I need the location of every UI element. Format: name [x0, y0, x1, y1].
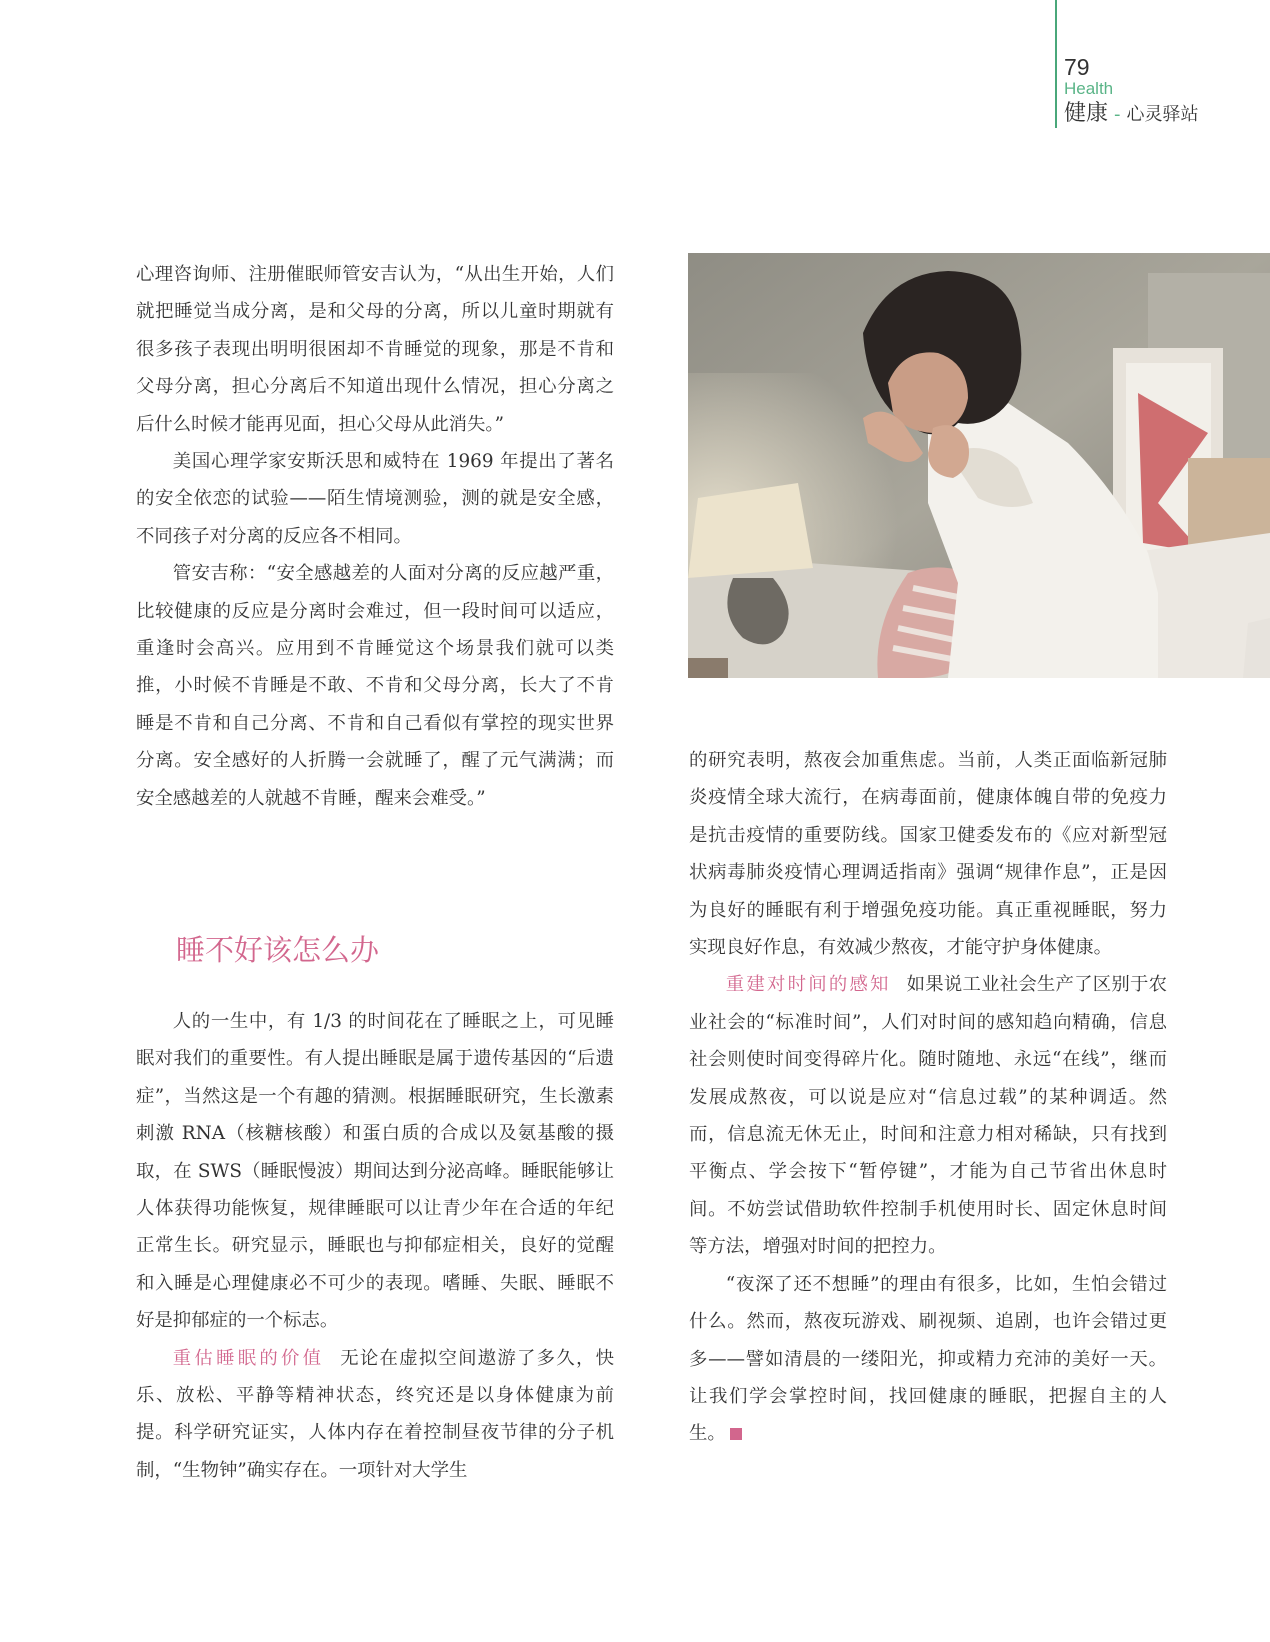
inline-heading: 重估睡眠的价值	[172, 1347, 325, 1369]
photo-woman-sleepless-on-bed	[688, 253, 1270, 678]
section-title-line	[1064, 100, 1199, 129]
paragraph-text: 无论在虚拟空间遨游了多久，快乐、放松、平静等精神状态，终究还是以身体健康为前提。科学研究证实，人体内存在着控制昼夜节律的分子机制，“生物钟”确实存在。一项针对大学生	[136, 1347, 614, 1481]
section-title-cn: 健康	[1064, 101, 1109, 126]
left-column-top	[136, 256, 614, 817]
section-separator: -	[1114, 104, 1121, 125]
section-subtitle: 心灵驿站	[1126, 104, 1199, 125]
header-rule	[1055, 0, 1057, 128]
paragraph: 美国心理学家安斯沃思和威特在 1969 年提出了著名的安全依恋的试验——陌生情境测验，测的就是安全感，不同孩子对分离的反应各不相同。	[136, 451, 614, 547]
left-column-bottom	[136, 1003, 614, 1489]
paragraph: 的研究表明，熬夜会加重焦虑。当前，人类正面临新冠肺炎疫情全球大流行，在病毒面前，健康体魄自带的免疫力是抗击疫情的重要防线。国家卫健委发布的《应对新型冠状病毒肺炎疫情心理调适指南》强调“规律作息”，正是因为良好的睡眠有利于增强免疫功能。真正重视睡眠，努力实现良好作息，有效减少熬夜，才能守护身体健康。	[689, 750, 1167, 959]
paragraph-text: 如果说工业社会生产了区别于农业社会的“标准时间”，人们对时间的感知趋向精确，信息社会则使时间变得碎片化。随时随地、永远“在线”，继而发展成熬夜，可以说是应对“信息过载”的某种调适。然而，信息流无休无止，时间和注意力相对稀缺，只有找到平衡点、学会按下“暂停键”，才能为自己节省出休息时间。不妨尝试借助软件控制手机使用时长、固定休息时间等方法，增强对时间的把控力。	[689, 974, 1167, 1258]
photo-illustration	[688, 253, 1270, 678]
paragraph-with-inline-heading	[689, 966, 1167, 1265]
paragraph-text: “夜深了还不想睡”的理由有很多，比如，生怕会错过什么。然而，熬夜玩游戏、刷视频、追剧，也许会错过更多——譬如清晨的一缕阳光，抑或精力充沛的美好一天。让我们学会掌控时间，找回健康的睡眠，把握自主的人生。	[689, 1273, 1167, 1445]
paragraph-with-inline-heading	[136, 1340, 614, 1490]
inline-heading: 重建对时间的感知	[725, 974, 891, 996]
section-title-en: Health	[1064, 79, 1114, 98]
paragraph-closing	[689, 1266, 1167, 1453]
page-header	[1064, 54, 1199, 129]
right-column	[689, 742, 1167, 1453]
subheading: 睡不好该怎么办	[176, 933, 380, 967]
paragraph: 人的一生中，有 1/3 的时间花在了睡眠之上，可见睡眠对我们的重要性。有人提出睡眠是属于遗传基因的“后遗症”，当然这是一个有趣的猜测。根据睡眠研究，生长激素刺激 RNA（核糖核酸）和蛋白质的合成以及氨基酸的摄取，在 SWS（睡眠慢波）期间达到分泌高峰。睡眠能够让人体获得功能恢复，规律睡眠可以让青少年在合适的年纪正常生长。研究显示，睡眠也与抑郁症相关，良好的觉醒和入睡是心理健康必不可少的表现。嗜睡、失眠、睡眠不好是抑郁症的一个标志。	[136, 1011, 614, 1332]
paragraph: 管安吉称：“安全感越差的人面对分离的反应越严重，比较健康的反应是分离时会难过，但一段时间可以适应，重逢时会高兴。应用到不肯睡觉这个场景我们就可以类推，小时候不肯睡是不敢、不肯和父母分离，长大了不肯睡是不肯和自己分离、不肯和自己看似有掌控的现实世界分离。安全感好的人折腾一会就睡了，醒了元气满满；而安全感越差的人就越不肯睡，醒来会难受。”	[136, 563, 614, 809]
end-of-article-mark: S	[730, 1428, 742, 1440]
page-number: 79	[1064, 54, 1090, 80]
paragraph: 心理咨询师、注册催眠师管安吉认为，“从出生开始，人们就把睡觉当成分离，是和父母的分离，所以儿童时期就有很多孩子表现出明明很困却不肯睡觉的现象，那是不肯和父母分离，担心分离后不知道出现什么情况，担心分离之后什么时候才能再见面，担心父母从此消失。”	[136, 264, 614, 435]
